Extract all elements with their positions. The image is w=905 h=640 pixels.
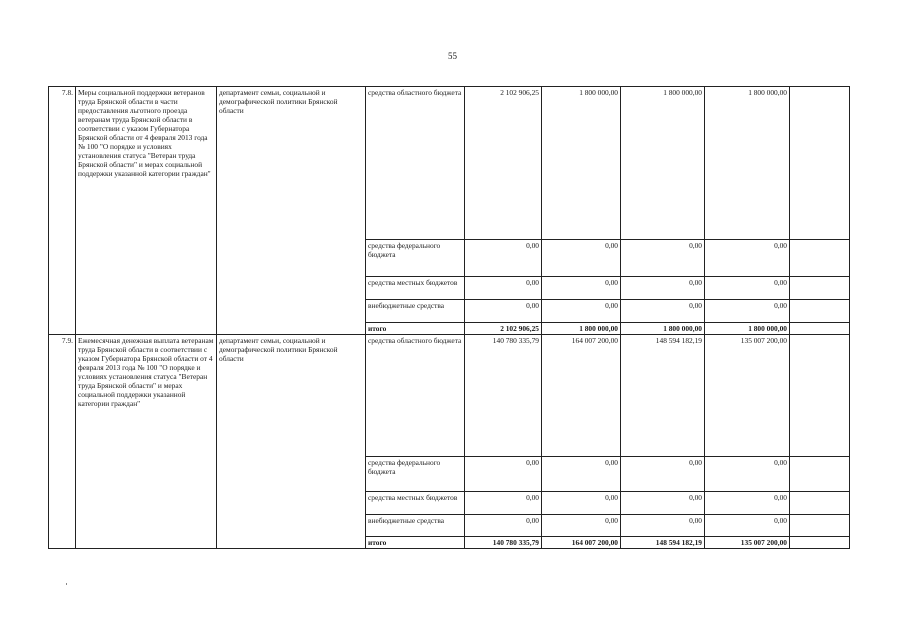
amount-cell: 1 800 000,00 [621,87,705,240]
funding-source: внебюджетные средства [366,300,465,323]
scan-speck [66,583,67,585]
item-description: Ежемесячная денежная выплата ветеранам труда Брянской области в соответствии с указом Губернатора Брянской области от 4 февраля 2013 года № 100 "О порядке и условиях установления статуса "Ветеран труда Брянской области" и мерах социальной поддержки указанной категории граждан" [76,335,217,549]
amount-cell: 0,00 [705,492,790,515]
amount-cell: 0,00 [621,492,705,515]
amount-cell: 0,00 [542,300,621,323]
table-row [49,87,850,240]
page-number: 55 [448,51,457,61]
amount-cell: 0,00 [621,300,705,323]
funding-source: средства федерального бюджета [366,240,465,277]
amount-cell: 164 007 200,00 [542,335,621,457]
amount-cell: 0,00 [705,240,790,277]
empty-cell [790,335,850,457]
amount-cell: 0,00 [465,515,542,537]
funding-source: средства областного бюджета [366,335,465,457]
amount-cell: 0,00 [465,240,542,277]
empty-cell [790,537,850,549]
amount-cell: 0,00 [542,457,621,492]
amount-cell: 0,00 [705,277,790,300]
funding-source: итого [366,323,465,335]
amount-cell: 0,00 [542,277,621,300]
amount-cell: 0,00 [465,277,542,300]
funding-source: внебюджетные средства [366,515,465,537]
amount-cell: 0,00 [542,240,621,277]
amount-cell: 0,00 [621,515,705,537]
amount-cell: 1 800 000,00 [542,87,621,240]
amount-cell: 148 594 182,19 [621,335,705,457]
total-cell: 135 007 200,00 [705,537,790,549]
amount-cell: 1 800 000,00 [705,87,790,240]
table-row [49,335,850,457]
total-cell: 1 800 000,00 [705,323,790,335]
item-executor: департамент семьи, социальной и демографической политики Брянской области [217,335,366,549]
empty-cell [790,277,850,300]
empty-cell [790,323,850,335]
item-description: Меры социальной поддержки ветеранов труда Брянской области в части предоставления льготного проезда ветеранам труда Брянской области в соответствии с указом Губернатора Брянской области от 4 февраля 2013 года № 100 "О порядке и условиях установления статуса "Ветеран труда Брянской области" и мерах социальной поддержки указанной категории граждан" [76,87,217,335]
empty-cell [790,457,850,492]
item-code: 7.8. [49,87,76,335]
amount-cell: 0,00 [621,457,705,492]
budget-table [48,86,850,549]
amount-cell: 0,00 [465,457,542,492]
amount-cell: 0,00 [705,515,790,537]
item-executor: департамент семьи, социальной и демографической политики Брянской области [217,87,366,335]
amount-cell: 0,00 [621,277,705,300]
empty-cell [790,300,850,323]
total-cell: 1 800 000,00 [621,323,705,335]
empty-cell [790,87,850,240]
amount-cell: 0,00 [705,300,790,323]
total-cell: 148 594 182,19 [621,537,705,549]
amount-cell: 135 007 200,00 [705,335,790,457]
funding-source: средства местных бюджетов [366,277,465,300]
total-cell: 140 780 335,79 [465,537,542,549]
funding-source: средства местных бюджетов [366,492,465,515]
amount-cell: 0,00 [621,240,705,277]
total-cell: 164 007 200,00 [542,537,621,549]
item-code: 7.9. [49,335,76,549]
amount-cell: 0,00 [705,457,790,492]
amount-cell: 0,00 [465,300,542,323]
total-cell: 2 102 906,25 [465,323,542,335]
empty-cell [790,240,850,277]
amount-cell: 0,00 [465,492,542,515]
funding-source: средства областного бюджета [366,87,465,240]
funding-source: средства федерального бюджета [366,457,465,492]
total-cell: 1 800 000,00 [542,323,621,335]
amount-cell: 2 102 906,25 [465,87,542,240]
amount-cell: 0,00 [542,492,621,515]
empty-cell [790,492,850,515]
amount-cell: 0,00 [542,515,621,537]
empty-cell [790,515,850,537]
funding-source: итого [366,537,465,549]
amount-cell: 140 780 335,79 [465,335,542,457]
